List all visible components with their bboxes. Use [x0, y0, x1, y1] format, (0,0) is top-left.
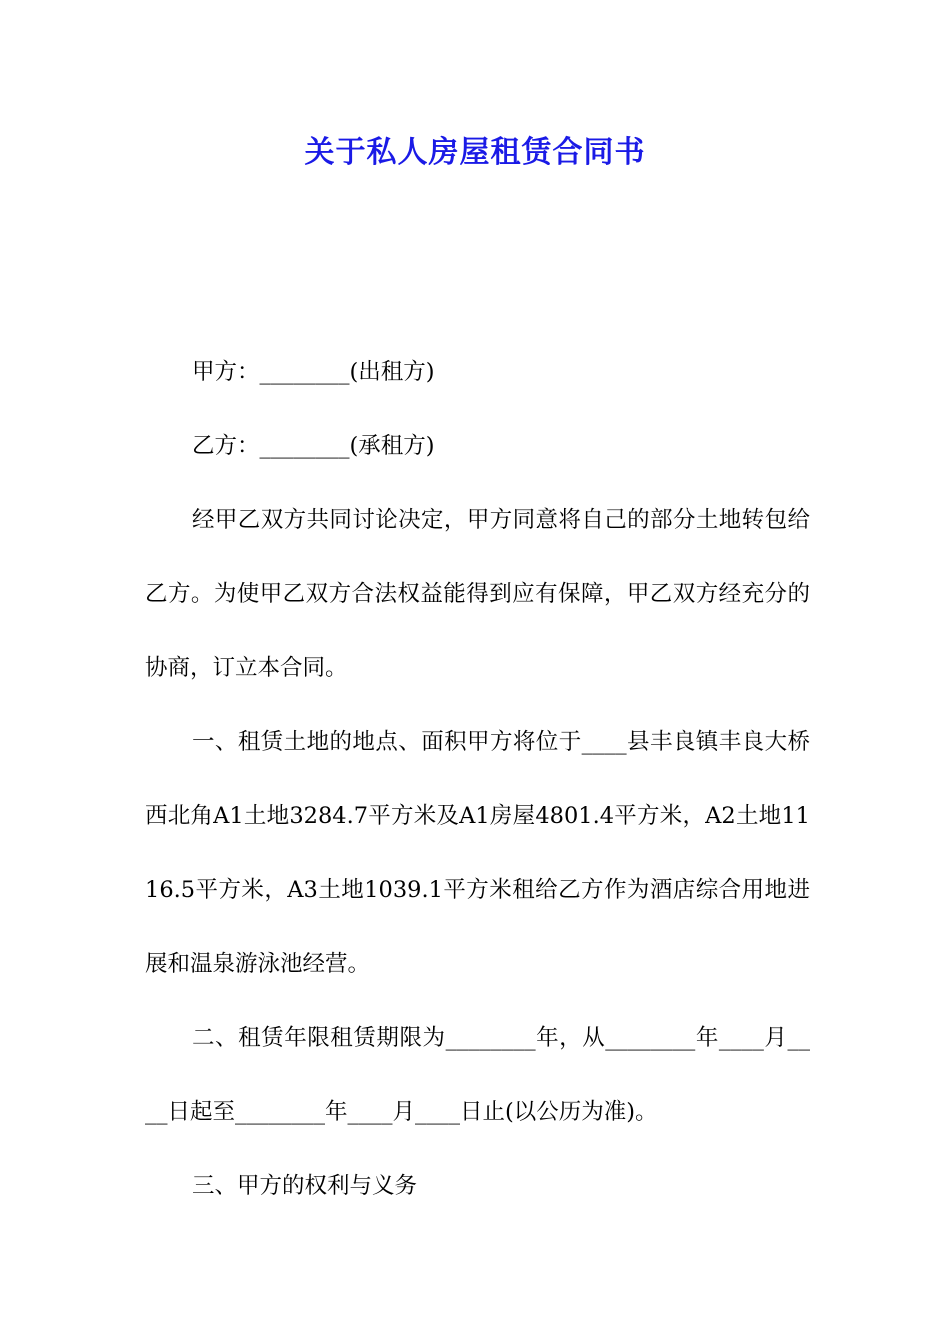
clause-2-paragraph: 二、租赁年限租赁期限为________年，从________年____月____日起至________年____月____日止(以公历为准)。 — [145, 1025, 810, 1125]
document-title: 关于私人房屋租赁合同书 — [304, 135, 646, 170]
clause-3-heading: 三、甲方的权利与义务 — [192, 1173, 418, 1199]
party-b-line: 乙方：________(承租方) — [192, 433, 435, 459]
party-a-line: 甲方：________(出租方) — [192, 359, 435, 385]
preamble-paragraph: 经甲乙双方共同讨论决定，甲方同意将自己的部分土地转包给乙方。为使甲乙双方合法权益能得到应有保障，甲乙双方经充分的协商，订立本合同。 — [145, 507, 810, 681]
clause-1-paragraph: 一、租赁土地的地点、面积甲方将位于____县丰良镇丰良大桥西北角A1土地3284.7平方米及A1房屋4801.4平方米，A2土地1116.5平方米，A3土地1039.1平方米租给乙方作为酒店综合用地进展和温泉游泳池经营。 — [145, 729, 810, 977]
document-body — [145, 335, 810, 1223]
